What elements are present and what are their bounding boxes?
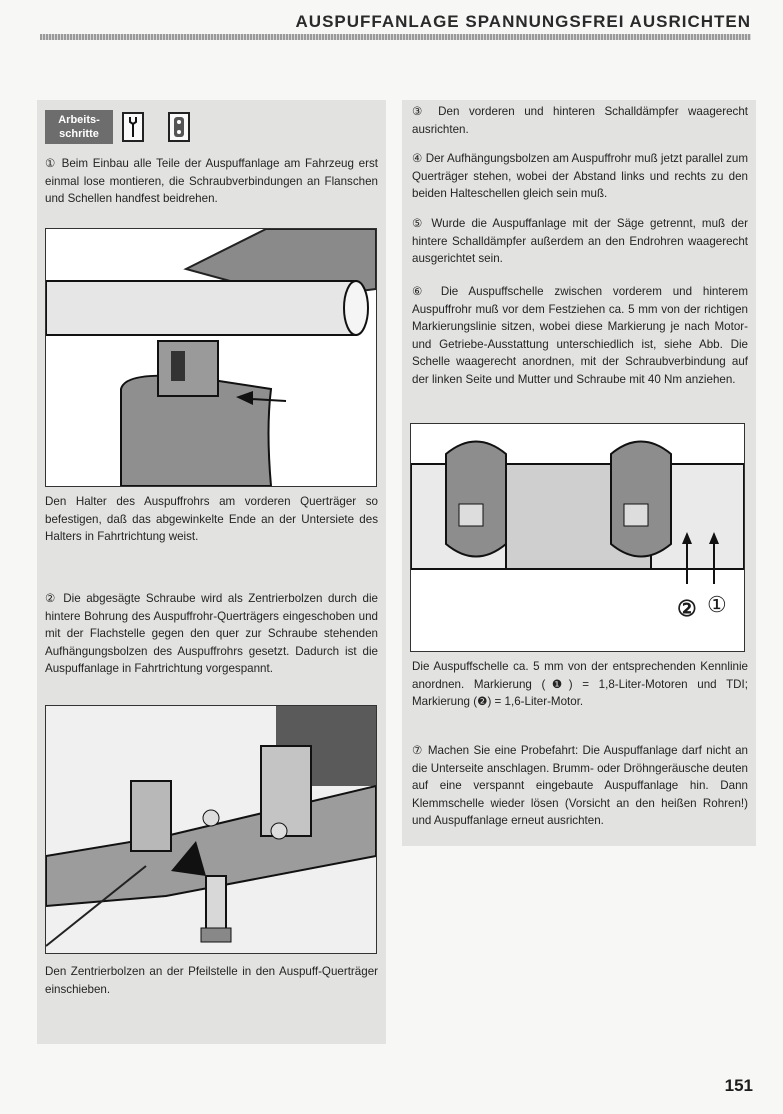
- figure-centering-bolt: [45, 705, 377, 954]
- step-2-text: ② Die abgesägte Schraube wird als Zentrierbolzen durch die hintere Bohrung des Auspuffrohr-Querträgers eingeschoben und mit der Flachstelle gegen den quer zur Schraube stehenden Aufhängungsbolzen des Auspuffrohrs gesetzt. Dadurch ist die Auspuffanlage in Fahrtrichtung vorgespannt.: [45, 592, 378, 675]
- figure-pipe-holder: [45, 228, 377, 487]
- step-7-text: ⑦ Machen Sie eine Probefahrt: Die Auspuffanlage darf nicht an die Unterseite anschlagen. Brumm- oder Dröhngeräusche deuten auf eine verspannt eingebaute Auspuffanlage hin. Dann Klemmschelle wieder lösen (Vorsicht an den heißen Rohren!) und Auspuffanlage erneut ausrichten.: [412, 744, 748, 827]
- marking-label-2: ②: [677, 596, 697, 621]
- step-3-text: ③ Den vorderen und hinteren Schalldämpfer waagerecht ausrichten.: [412, 105, 748, 136]
- figure-2-caption: Den Zentrierbolzen an der Pfeilstelle in den Auspuff-Querträger einschieben.: [45, 965, 378, 996]
- step-1-text: ① Beim Einbau alle Teile der Auspuffanlage am Fahrzeug erst einmal lose montieren, die Schraubverbindungen an Flanschen und Schellen handfest beidrehen.: [45, 157, 378, 205]
- figure-clamp-markings: [410, 423, 745, 652]
- work-steps-tag: [45, 110, 113, 144]
- step-4-text: ④ Der Aufhängungsbolzen am Auspuffrohr muß jetzt parallel zum Querträger stehen, wobei der Abstand links und rechts zu den beiden Halteschellen gleich sein muß.: [412, 152, 748, 200]
- page-header-title: AUSPUFFANLAGE SPANNUNGSFREI AUSRICHTEN: [295, 12, 751, 31]
- figure-3-caption: Die Auspuffschelle ca. 5 mm von der entsprechenden Kennlinie anordnen. Markierung (❶) = 1,8-Liter-Motoren und TDI; Markierung (❷) = 1,6-Liter-Motor.: [412, 660, 748, 708]
- step-5-text: ⑤ Wurde die Auspuffanlage mit der Säge getrennt, muß der hintere Schalldämpfer außerdem an den Endrohren waagerecht ausgerichtet sein.: [412, 217, 748, 265]
- clamp-icon: [168, 112, 190, 142]
- figure-1-caption: Den Halter des Auspuffrohrs am vorderen Querträger so befestigen, daß das abgewinkelte Ende an der Untersiete des Halters in Fahrtrichtung weist.: [45, 495, 378, 543]
- work-steps-tag-line1: Arbeits-: [58, 114, 100, 126]
- page-number: 151: [724, 1076, 753, 1095]
- step-6-text: ⑥ Die Auspuffschelle zwischen vorderem und hinterem Auspuffrohr muß vor dem Festziehen ca. 5 mm von der richtigen Markierungslinie sitzen, wobei diese Markierung je nach Motor- und Getriebe-Ausstattung unterschiedlich ist, siehe Abb. Die Schelle waagerecht anordnen, mit der Schraubverbindung auf der linken Seite und Mutter und Schraube mit 40 Nm anziehen.: [412, 285, 748, 386]
- header-rule: [40, 34, 751, 40]
- work-steps-tag-line2: schritte: [59, 128, 99, 140]
- wrench-icon: [122, 112, 144, 142]
- marking-label-1: ①: [707, 592, 727, 617]
